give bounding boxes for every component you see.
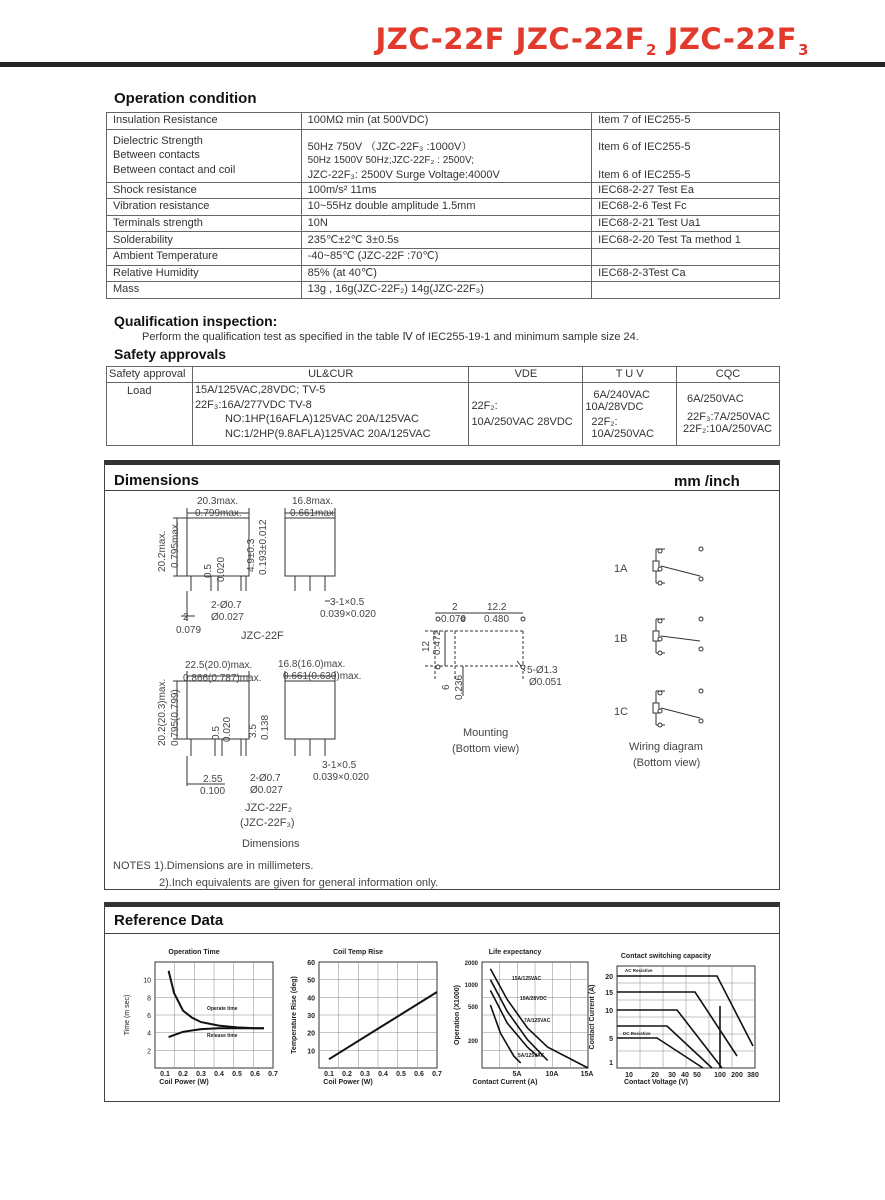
cell-text: Between contact and coil bbox=[113, 163, 236, 176]
dim-label: 0.020 bbox=[222, 716, 233, 742]
series-line bbox=[617, 1038, 703, 1068]
wiring-caption: Wiring diagram bbox=[629, 741, 703, 753]
cell-text: Item 6 of IEC255-5 bbox=[598, 140, 691, 153]
model-label: JZC-22F bbox=[241, 630, 284, 642]
y-tick-label: 1 bbox=[609, 1060, 613, 1067]
y-tick-label: 40 bbox=[307, 995, 315, 1003]
cell: VDE bbox=[469, 367, 583, 383]
cell: 10~55Hz double amplitude 1.5mm bbox=[301, 199, 592, 216]
table-row bbox=[107, 182, 780, 199]
cell: Solderability bbox=[107, 232, 302, 249]
reference-charts bbox=[105, 934, 779, 1100]
cell: CQC bbox=[677, 367, 780, 383]
y-tick-label: 4 bbox=[147, 1030, 151, 1038]
operation-heading: Operation condition bbox=[114, 90, 257, 107]
cell: Terminals strength bbox=[107, 215, 302, 232]
chart-title: Operation Time bbox=[168, 949, 220, 956]
cell: UL&CUR bbox=[192, 367, 469, 383]
y-tick-label: 50 bbox=[307, 977, 315, 985]
table-row bbox=[107, 232, 780, 249]
dim-label: 0.5 bbox=[211, 726, 222, 740]
dim-label: 0.079 bbox=[441, 614, 467, 625]
series-line bbox=[329, 992, 437, 1059]
cell bbox=[677, 383, 780, 446]
cell: IEC68-2-6 Test Fc bbox=[592, 199, 780, 216]
dim-label: 0.472 bbox=[432, 629, 443, 655]
cell: 235℃±2℃ 3±0.5s bbox=[301, 232, 592, 249]
cell-text: NC:1/2HP(9.8AFLA)125VAC 20A/125VAC bbox=[224, 427, 431, 440]
header-rule bbox=[0, 62, 885, 67]
dim-label: 0.480 bbox=[484, 614, 510, 625]
series-label: DC Resistive bbox=[623, 1031, 651, 1036]
cell: 13g , 16g(JZC-22F₂) 14g(JZC-22F₃) bbox=[301, 282, 592, 299]
cell-text: 6A/250VAC bbox=[687, 393, 744, 405]
y-tick-label: 2 bbox=[147, 1048, 151, 1056]
x-tick-label: 20 bbox=[651, 1072, 659, 1079]
y-tick-label: 1000 bbox=[464, 983, 478, 989]
cell: Shock resistance bbox=[107, 182, 302, 199]
chart-title: Contact switching capacity bbox=[620, 953, 712, 960]
model-label: JZC-22F₂ bbox=[245, 802, 293, 814]
wiring-label: 1C bbox=[614, 706, 629, 718]
dim-label: 2 bbox=[452, 602, 458, 613]
model-label: (JZC-22F₃) bbox=[240, 817, 295, 829]
cell: 10N bbox=[301, 215, 592, 232]
cell: Safety approval bbox=[107, 367, 193, 383]
dim-label: 0.039×0.020 bbox=[313, 772, 369, 783]
cell-text: 22F₂: bbox=[591, 415, 618, 428]
dim-label: 0.193±0.012 bbox=[258, 519, 269, 575]
x-tick-label: 10 bbox=[625, 1072, 633, 1079]
y-tick-label: 200 bbox=[467, 1039, 478, 1045]
x-tick-label: 10A bbox=[545, 1071, 559, 1078]
y-tick-label: 15 bbox=[605, 990, 613, 997]
dim-label: 0.100 bbox=[200, 786, 226, 797]
dim-label: 0.661(0.630)max. bbox=[283, 671, 362, 682]
cell: IEC68-2-27 Test Ea bbox=[592, 182, 780, 199]
cell-text: 22F₃:7A/250VAC bbox=[687, 411, 771, 423]
cell-text: Item 6 of IEC255-5 bbox=[598, 168, 691, 181]
y-tick-label: 10 bbox=[143, 977, 151, 985]
y-tick-label: 20 bbox=[307, 1030, 315, 1038]
y-axis-label: Temperature Rise (deg) bbox=[291, 976, 298, 1054]
cell bbox=[592, 282, 780, 299]
cell: IEC68-2-20 Test Ta method 1 bbox=[592, 232, 780, 249]
cell: Vibration resistance bbox=[107, 199, 302, 216]
series-line bbox=[617, 992, 737, 1056]
x-tick-label: 100 bbox=[714, 1072, 726, 1079]
x-tick-label: 0.4 bbox=[214, 1071, 224, 1078]
cell bbox=[192, 383, 469, 446]
dim-label: 0.795(0.799) bbox=[170, 689, 181, 746]
cell-text: 10A/250VAC 28VDC bbox=[471, 416, 573, 428]
cell: 85% (at 40℃) bbox=[301, 265, 592, 282]
cell: IEC68-2-21 Test Ua1 bbox=[592, 215, 780, 232]
series-label: AC Resistive bbox=[625, 968, 653, 973]
y-tick-label: 2000 bbox=[464, 961, 478, 967]
y-tick-label: 10 bbox=[307, 1048, 315, 1056]
cell: Load bbox=[107, 383, 193, 446]
safety-heading: Safety approvals bbox=[114, 346, 227, 362]
x-tick-label: 0.5 bbox=[232, 1071, 242, 1078]
x-axis-label: Contact Current (A) bbox=[472, 1079, 538, 1086]
cell: Ambient Temperature bbox=[107, 248, 302, 265]
dim-label: 3-1×0.5 bbox=[322, 760, 357, 771]
cell: Mass bbox=[107, 282, 302, 299]
y-axis-label: Contact Current (A) bbox=[589, 984, 596, 1050]
x-tick-label: 50 bbox=[693, 1072, 701, 1079]
cell: T U V bbox=[583, 367, 677, 383]
x-tick-label: 30 bbox=[668, 1072, 676, 1079]
qualification-heading: Qualification inspection: bbox=[114, 313, 278, 329]
dim-label: 0.079 bbox=[176, 625, 202, 636]
cell-text: 50Hz 750V （JZC-22F₃ :1000V） bbox=[307, 140, 473, 153]
cell bbox=[583, 383, 677, 446]
table-row bbox=[107, 282, 780, 299]
dim-label: 20.2max. bbox=[157, 530, 168, 572]
x-tick-label: 0.7 bbox=[268, 1071, 278, 1078]
cell bbox=[592, 129, 780, 182]
dim-label: 0.5 bbox=[203, 564, 214, 578]
table-row bbox=[107, 215, 780, 232]
table-row bbox=[107, 199, 780, 216]
cell bbox=[592, 248, 780, 265]
x-tick-label: 0.7 bbox=[432, 1071, 442, 1078]
y-tick-label: 500 bbox=[467, 1005, 478, 1011]
dim-label: 12.2 bbox=[487, 602, 507, 613]
x-tick-label: 0.5 bbox=[396, 1071, 406, 1078]
cell: Insulation Resistance bbox=[107, 113, 302, 130]
dim-label: Ø0.051 bbox=[529, 677, 562, 688]
table-row bbox=[107, 383, 780, 446]
dim-label: 6 bbox=[441, 684, 452, 690]
dim-label: 12 bbox=[421, 640, 432, 652]
dim-label: 0.020 bbox=[216, 556, 227, 582]
reference-heading: Reference Data bbox=[114, 912, 224, 929]
x-tick-label: 0.6 bbox=[250, 1071, 260, 1078]
x-tick-label: 15A bbox=[580, 1071, 594, 1078]
y-axis-label: Time (m sec) bbox=[124, 994, 131, 1036]
x-tick-label: 380 bbox=[747, 1072, 759, 1079]
series-label: Release time bbox=[207, 1033, 238, 1039]
cell bbox=[469, 383, 583, 446]
dim-label: 2.55 bbox=[203, 774, 223, 785]
dim-label: 2 bbox=[183, 612, 189, 623]
dim-label: 16.8(16.0)max. bbox=[278, 659, 346, 670]
x-tick-label: 5A bbox=[512, 1071, 522, 1078]
dim-label: 22.5(20.0)max. bbox=[185, 660, 253, 671]
dimension-drawings bbox=[105, 491, 779, 889]
wiring-label: 1B bbox=[614, 633, 628, 645]
cell-text: JZC-22F₃: 2500V Surge Voltage:4000V bbox=[307, 168, 500, 181]
dimensions-caption: Dimensions bbox=[242, 838, 300, 850]
relay-side bbox=[285, 681, 335, 739]
cell bbox=[301, 129, 592, 182]
dim-label: 0.661max. bbox=[290, 508, 337, 519]
y-tick-label: 5 bbox=[609, 1036, 613, 1043]
series-line bbox=[617, 1010, 722, 1068]
y-tick-label: 60 bbox=[307, 960, 315, 967]
dim-label: 20.2(20.3)max. bbox=[157, 678, 168, 746]
dim-label: 2-Ø0.7 bbox=[211, 600, 242, 611]
cell-text: Between contacts bbox=[113, 149, 200, 162]
x-tick-label: 0.4 bbox=[378, 1071, 388, 1078]
cell-text: 22F₂: bbox=[471, 400, 498, 412]
wiring-label: 1A bbox=[614, 563, 628, 575]
cell-text: 10A/28VDC bbox=[585, 400, 644, 413]
dim-label: 3-1×0.5 bbox=[330, 597, 365, 608]
cell-text: 22F₂:10A/250VAC bbox=[683, 423, 773, 435]
cell: 100m/s² 11ms bbox=[301, 182, 592, 199]
table-row bbox=[107, 129, 780, 182]
mounting-caption: Mounting bbox=[463, 727, 509, 739]
dim-label: 0.039×0.020 bbox=[320, 609, 376, 620]
table-row bbox=[107, 367, 780, 383]
x-axis-label: Coil Power (W) bbox=[323, 1079, 373, 1086]
unit-label: mm /inch bbox=[674, 473, 740, 490]
dim-label: 0.236 bbox=[454, 674, 465, 700]
cell: Item 7 of IEC255-5 bbox=[592, 113, 780, 130]
cell-text: 10A/250VAC bbox=[591, 427, 655, 440]
x-tick-label: 0.2 bbox=[178, 1071, 188, 1078]
y-axis-label: Operation (X1000) bbox=[454, 985, 461, 1045]
x-axis-label: Contact Voltage (V) bbox=[623, 1079, 689, 1086]
dim-label: Ø0.027 bbox=[250, 785, 283, 796]
chart-title: Life expectancy bbox=[488, 949, 542, 956]
y-tick-label: 8 bbox=[147, 995, 151, 1003]
dim-label: 4.9±0.3 bbox=[246, 538, 257, 572]
x-tick-label: 200 bbox=[731, 1072, 743, 1079]
qualification-text: Perform the qualification test as specified in the table Ⅳ of IEC255-19-1 and minimum sample size 24. bbox=[142, 331, 639, 343]
mounting-caption: (Bottom view) bbox=[452, 743, 520, 755]
cell-text: 6A/240VAC bbox=[593, 388, 650, 401]
chart-title: Coil Temp Rise bbox=[332, 949, 384, 956]
dim-label: 2-Ø0.7 bbox=[250, 773, 281, 784]
note-line: NOTES 1).Dimensions are in millimeters. bbox=[113, 860, 314, 872]
x-tick-label: 0.3 bbox=[196, 1071, 206, 1078]
dim-label: 0.866(0.787)max. bbox=[183, 673, 262, 684]
series-label: 10A/28VDC bbox=[520, 996, 547, 1002]
dimensions-heading: Dimensions bbox=[114, 472, 200, 489]
series-label: 5A/125VAC bbox=[518, 1053, 545, 1059]
cell bbox=[107, 129, 302, 182]
x-tick-label: 0.3 bbox=[360, 1071, 370, 1078]
cell-text: 22F₃:16A/277VDC TV-8 bbox=[194, 398, 312, 411]
series-label: 15A/125VAC bbox=[512, 976, 542, 982]
dim-label: 0.138 bbox=[260, 714, 271, 740]
dim-label: 3.5 bbox=[248, 724, 259, 738]
cell-text: 15A/125VAC,28VDC; TV-5 bbox=[194, 384, 326, 396]
dim-label: 20.3max. bbox=[197, 496, 239, 507]
cell-text: NO:1HP(16AFLA)125VAC 20A/125VAC bbox=[224, 413, 419, 425]
y-tick-label: 20 bbox=[605, 974, 613, 981]
cell: IEC68-2-3Test Ca bbox=[592, 265, 780, 282]
dim-label: 0.795max. bbox=[170, 521, 181, 568]
cell: 100MΩ min (at 500VDC) bbox=[301, 113, 592, 130]
cell-text: 50Hz 1500V 50Hz;JZC-22F₂ : 2500V; bbox=[307, 154, 475, 166]
y-tick-label: 30 bbox=[307, 1013, 315, 1020]
y-tick-label: 6 bbox=[147, 1013, 151, 1020]
relay-side bbox=[285, 518, 335, 576]
table-row bbox=[107, 248, 780, 265]
note-line: 2).Inch equivalents are given for general information only. bbox=[159, 877, 439, 889]
table-row bbox=[107, 113, 780, 130]
x-tick-label: 0.1 bbox=[160, 1071, 170, 1078]
document-title: JZC-22F JZC-$22F_2$ JZC-$22F_3$ bbox=[375, 22, 809, 59]
series-label: 7A/125VAC bbox=[524, 1018, 551, 1024]
series-label: Operate time bbox=[207, 1006, 238, 1012]
x-tick-label: 0.2 bbox=[342, 1071, 352, 1078]
dim-label: Ø0.027 bbox=[211, 612, 244, 623]
y-tick-label: 10 bbox=[605, 1008, 613, 1015]
dim-label: 0.799max. bbox=[195, 508, 242, 519]
dim-label: 5-Ø1.3 bbox=[527, 665, 558, 676]
cell: Relative Humidity bbox=[107, 265, 302, 282]
cell: -40~85℃ (JZC-22F :70℃) bbox=[301, 248, 592, 265]
cell-text: Dielectric Strength bbox=[113, 134, 203, 147]
operation-table bbox=[106, 112, 780, 299]
x-tick-label: 40 bbox=[681, 1072, 689, 1079]
table-row bbox=[107, 265, 780, 282]
dim-label: 16.8max. bbox=[292, 496, 334, 507]
x-tick-label: 0.6 bbox=[414, 1071, 424, 1078]
safety-table bbox=[106, 366, 780, 446]
x-tick-label: 0.1 bbox=[324, 1071, 334, 1078]
x-axis-label: Coil Power (W) bbox=[159, 1079, 209, 1086]
wiring-caption: (Bottom view) bbox=[633, 757, 701, 769]
